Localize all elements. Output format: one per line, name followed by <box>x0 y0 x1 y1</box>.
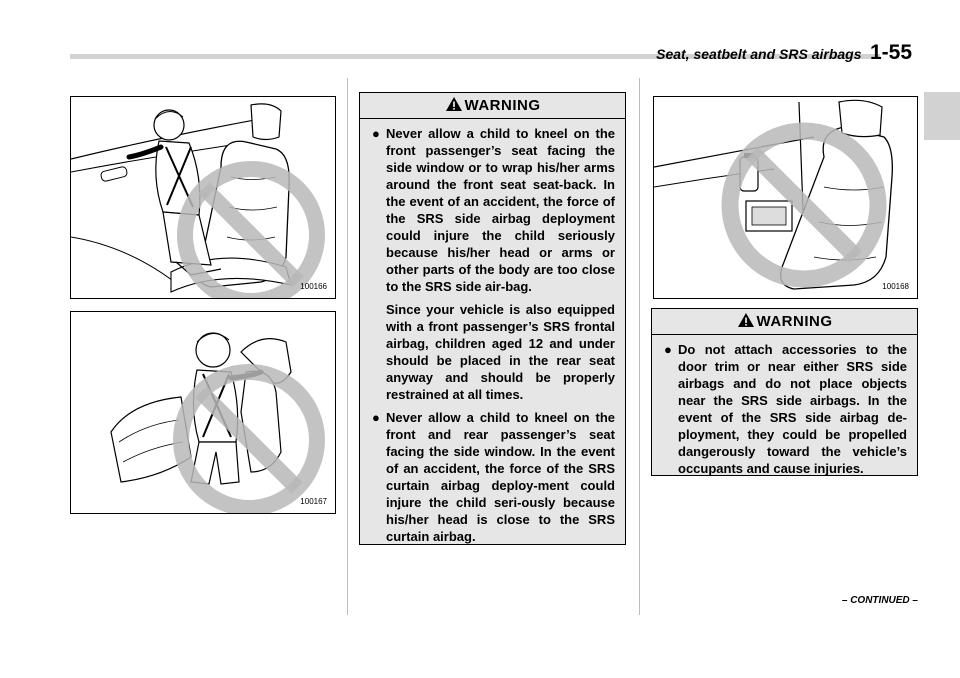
accessory-near-airbag-illustration <box>654 97 918 299</box>
warning-paragraph: Never allow a child to kneel on the front and rear passenger’s seat facing the side window. In the event of an accident, the force of the SRS curtain airbag deploy-ment could injure the child seri-ously because his/her head is close to the SRS curtain airbag. <box>386 410 615 544</box>
column-divider-right <box>639 78 640 615</box>
warning-item: ● Never allow a child to kneel on the front passenger’s seat facing the side window or to wrap his/her arms around the front seat seat-back. In the event of an accident, the force of the SRS side airbag deployment could injure the child seriously because his/her head or arms or other parts of the body are too close to the SRS side air-bag. Since your vehicle is also equipped with a front passenger’s SRS frontal airbag, children aged 12 and under should be placed in the rear seat anyway and should be properly restrained at all times. <box>372 126 615 402</box>
continued-label: – CONTINUED – <box>841 595 918 606</box>
warning-box-2 <box>651 308 918 476</box>
warning-paragraph: Since your vehicle is also equipped with a front passenger’s SRS frontal airbag, children aged 12 and under should be placed in the rear seat anyway and should be properly restrained at all times. <box>386 302 615 402</box>
warning-paragraph: Do not attach accessories to the door trim or near either SRS side airbags and do not place objects near the SRS side airbags. In the event of the SRS side airbag de-ployment, they could be propelled dangerously toward the vehicle’s occupants and cause injuries. <box>678 342 907 476</box>
warning-box-1 <box>359 92 626 545</box>
child-kneeling-rear-seat-illustration <box>71 312 336 514</box>
warning-header <box>652 309 917 335</box>
chapter-tab <box>924 92 960 140</box>
page-number: 1-55 <box>869 41 912 64</box>
warning-item: ● Do not attach accessories to the door trim or near either SRS side airbags and do not place objects near the SRS side airbags. In the event of the SRS side airbag de-ployment, they could be propelled dangerously toward the vehicle’s occupants and cause injuries. <box>664 342 907 476</box>
figure-number: 100166 <box>300 282 327 291</box>
warning-item: ● Never allow a child to kneel on the front and rear passenger’s seat facing the side window. In the event of an accident, the force of the SRS curtain airbag deploy-ment could injure the child seri-ously because his/her head is close to the SRS curtain airbag. <box>372 410 615 544</box>
warning-header <box>360 93 625 119</box>
figure-100167 <box>70 311 336 514</box>
section-title: Seat, seatbelt and SRS airbags <box>656 46 862 62</box>
page-header <box>656 41 912 65</box>
warning-title: WARNING <box>756 313 833 330</box>
figure-100166 <box>70 96 336 299</box>
column-divider-left <box>347 78 348 615</box>
figure-100168 <box>653 96 918 299</box>
child-kneeling-front-seat-illustration <box>71 97 336 299</box>
figure-number: 100168 <box>882 282 909 291</box>
warning-paragraph: Never allow a child to kneel on the front passenger’s seat facing the side window or to wrap his/her arms around the front seat seat-back. In the event of an accident, the force of the SRS side airbag deployment could injure the child seriously because his/her head or arms or other parts of the body are too close to the SRS side air-bag. <box>386 126 615 294</box>
warning-title: WARNING <box>464 97 541 114</box>
figure-number: 100167 <box>300 497 327 506</box>
warning-triangle-icon <box>445 96 463 112</box>
warning-triangle-icon <box>737 312 755 328</box>
